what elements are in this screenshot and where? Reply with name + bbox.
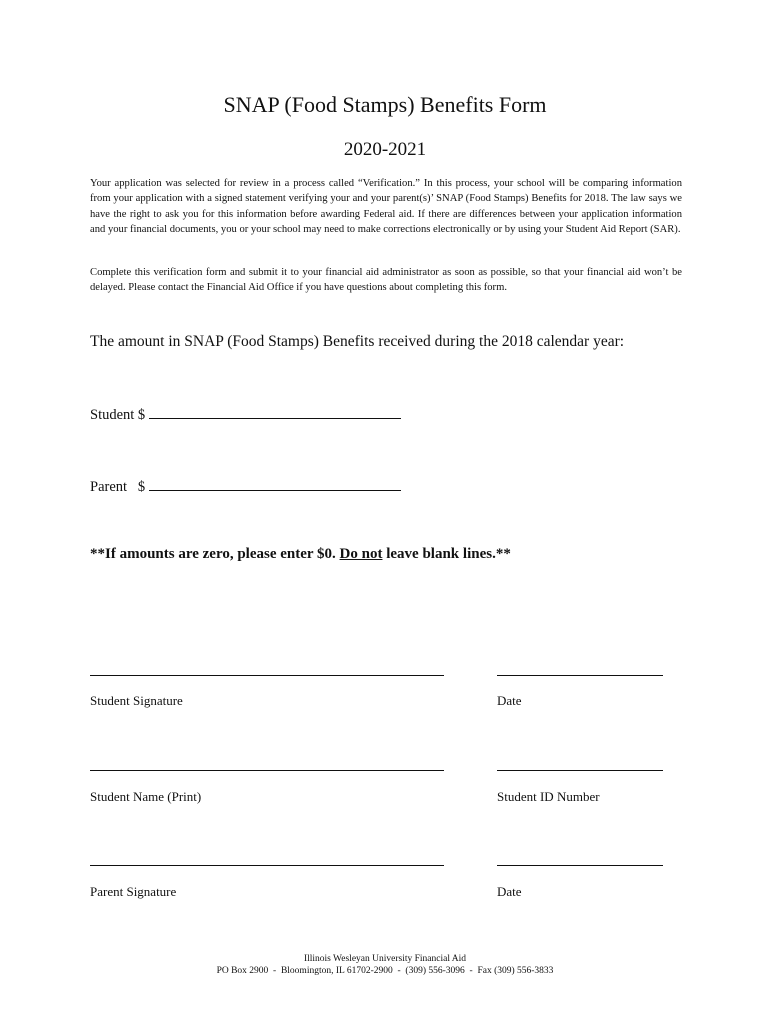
intro-paragraph: Your application was selected for review in a process called “Verification.” In this process, your school will be comparing information from your application with a signed statement verifying your and your parent(s)’ SNAP (Food Stamps) Benefits for 2018. The law says we have the right to ask you for this information before awarding Federal aid. If there are differences between your application information and your financial documents, you or your school may need to make corrections electronically or by using your Student Aid Report (SAR). bbox=[90, 178, 682, 235]
instruction-paragraph: Complete this verification form and submit it to your financial aid administrator as soon as possible, so that your financial aid won’t be delayed. Please contact the Financial Aid Office if you have questions about completing this form. bbox=[90, 267, 682, 294]
parent-signature-label: Parent Signature bbox=[90, 884, 177, 899]
zero-amount-notice bbox=[90, 546, 511, 563]
student-name-line[interactable] bbox=[90, 770, 444, 771]
parent-amount-field[interactable] bbox=[149, 477, 401, 491]
student-amount-field[interactable] bbox=[149, 405, 401, 419]
student-id-line[interactable] bbox=[497, 770, 663, 771]
page-title: SNAP (Food Stamps) Benefits Form bbox=[223, 92, 547, 117]
date-line-1[interactable] bbox=[497, 675, 663, 676]
date-label-1: Date bbox=[497, 693, 522, 708]
footer-contact: PO Box 2900 - Bloomington, IL 61702-2900 - (309) 556-3096 - Fax (309) 556-3833 bbox=[216, 966, 554, 976]
date-label-2: Date bbox=[497, 884, 522, 899]
student-id-label: Student ID Number bbox=[497, 789, 600, 804]
student-name-label: Student Name (Print) bbox=[90, 789, 202, 804]
date-line-2[interactable] bbox=[497, 865, 663, 866]
parent-signature-line[interactable] bbox=[90, 865, 444, 866]
student-signature-label: Student Signature bbox=[90, 693, 183, 708]
student-amount-row bbox=[90, 405, 401, 424]
amount-heading: The amount in SNAP (Food Stamps) Benefits received during the 2018 calendar year: bbox=[90, 333, 625, 350]
student-signature-line[interactable] bbox=[90, 675, 444, 676]
notice-text-after: leave blank lines.** bbox=[382, 546, 511, 562]
footer-office: Illinois Wesleyan University Financial Aid bbox=[303, 954, 467, 964]
parent-amount-label: Parent $ bbox=[90, 479, 146, 495]
notice-text-before: **If amounts are zero, please enter $0. bbox=[90, 546, 340, 562]
student-amount-label: Student $ bbox=[90, 407, 146, 423]
notice-text-underlined: Do not bbox=[339, 546, 383, 562]
award-year: 2020-2021 bbox=[343, 139, 427, 160]
parent-amount-row bbox=[90, 477, 401, 496]
